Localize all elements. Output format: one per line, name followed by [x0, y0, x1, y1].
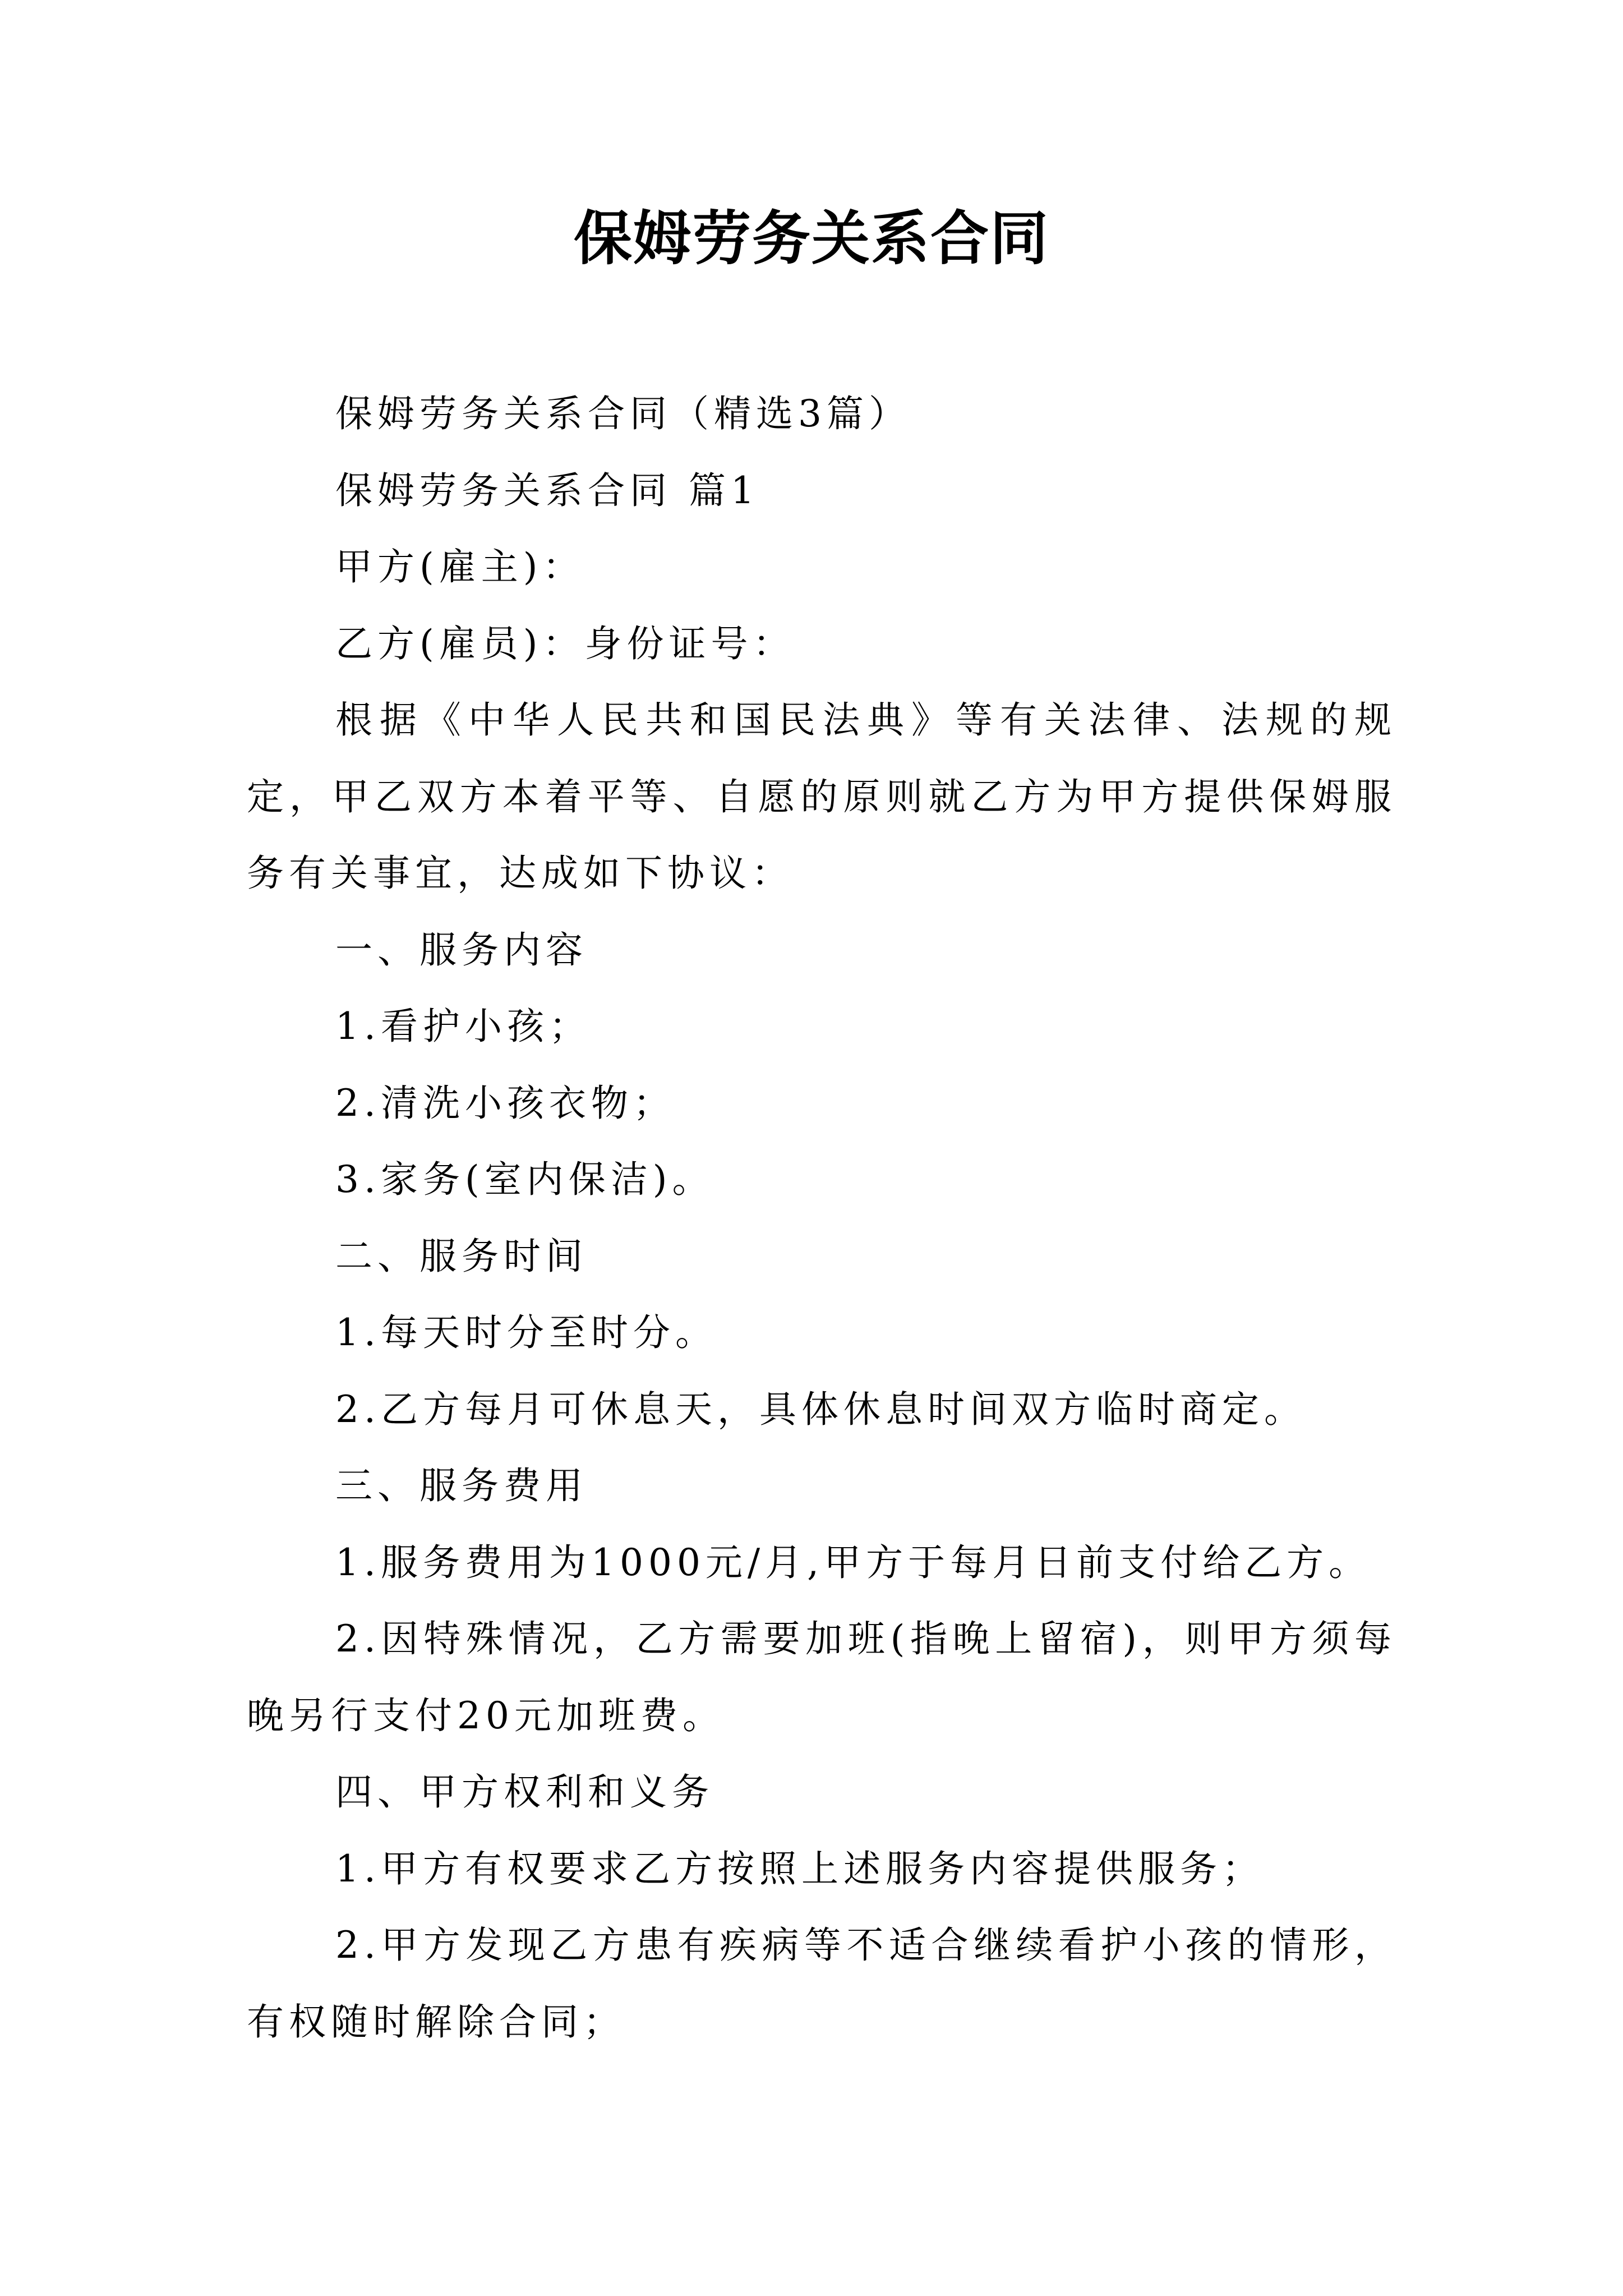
clause-item: 2.乙方每月可休息天，具体休息时间双方临时商定。	[335, 1387, 1306, 1431]
document-body	[247, 376, 1396, 2060]
clause-item: 1.甲方有权要求乙方按照上述服务内容提供服务；	[335, 1847, 1264, 1890]
section-heading-part-1: 保姆劳务关系合同 篇1	[335, 468, 759, 512]
preamble-paragraph: 根据《中华人民共和国民法典》等有关法律、法规的规定，甲乙双方本着平等、自愿的原则就乙方为甲方提供保姆服务有关事宜，达成如下协议：	[247, 698, 1396, 895]
clause-item: 1.每天时分至时分。	[335, 1311, 717, 1354]
collection-title: 保姆劳务关系合同（精选3篇）	[335, 392, 911, 435]
clause-heading-service-content: 一、服务内容	[335, 928, 588, 972]
document-title: 保姆劳务关系合同	[573, 204, 1049, 273]
party-b-line: 乙方(雇员)：身份证号：	[335, 622, 795, 665]
clause-item: 1.服务费用为1000元/月,甲方于每月日前支付给乙方。	[335, 1540, 1371, 1584]
clause-item: 3.家务(室内保洁)。	[335, 1158, 714, 1201]
clause-heading-service-fee: 三、服务费用	[335, 1464, 588, 1507]
clause-item: 1.看护小孩；	[335, 1005, 591, 1048]
clause-item: 2.因特殊情况，乙方需要加班(指晚上留宿)，则甲方须每晚另行支付20元加班费。	[247, 1617, 1396, 1737]
party-a-line: 甲方(雇主)：	[335, 545, 585, 588]
clause-heading-party-a-rights: 四、甲方权利和义务	[335, 1770, 714, 1814]
clause-item: 2.清洗小孩衣物；	[335, 1081, 675, 1125]
clause-item: 2.甲方发现乙方患有疾病等不适合继续看护小孩的情形，有权随时解除合同；	[247, 1924, 1396, 2044]
clause-heading-service-time: 二、服务时间	[335, 1234, 588, 1278]
